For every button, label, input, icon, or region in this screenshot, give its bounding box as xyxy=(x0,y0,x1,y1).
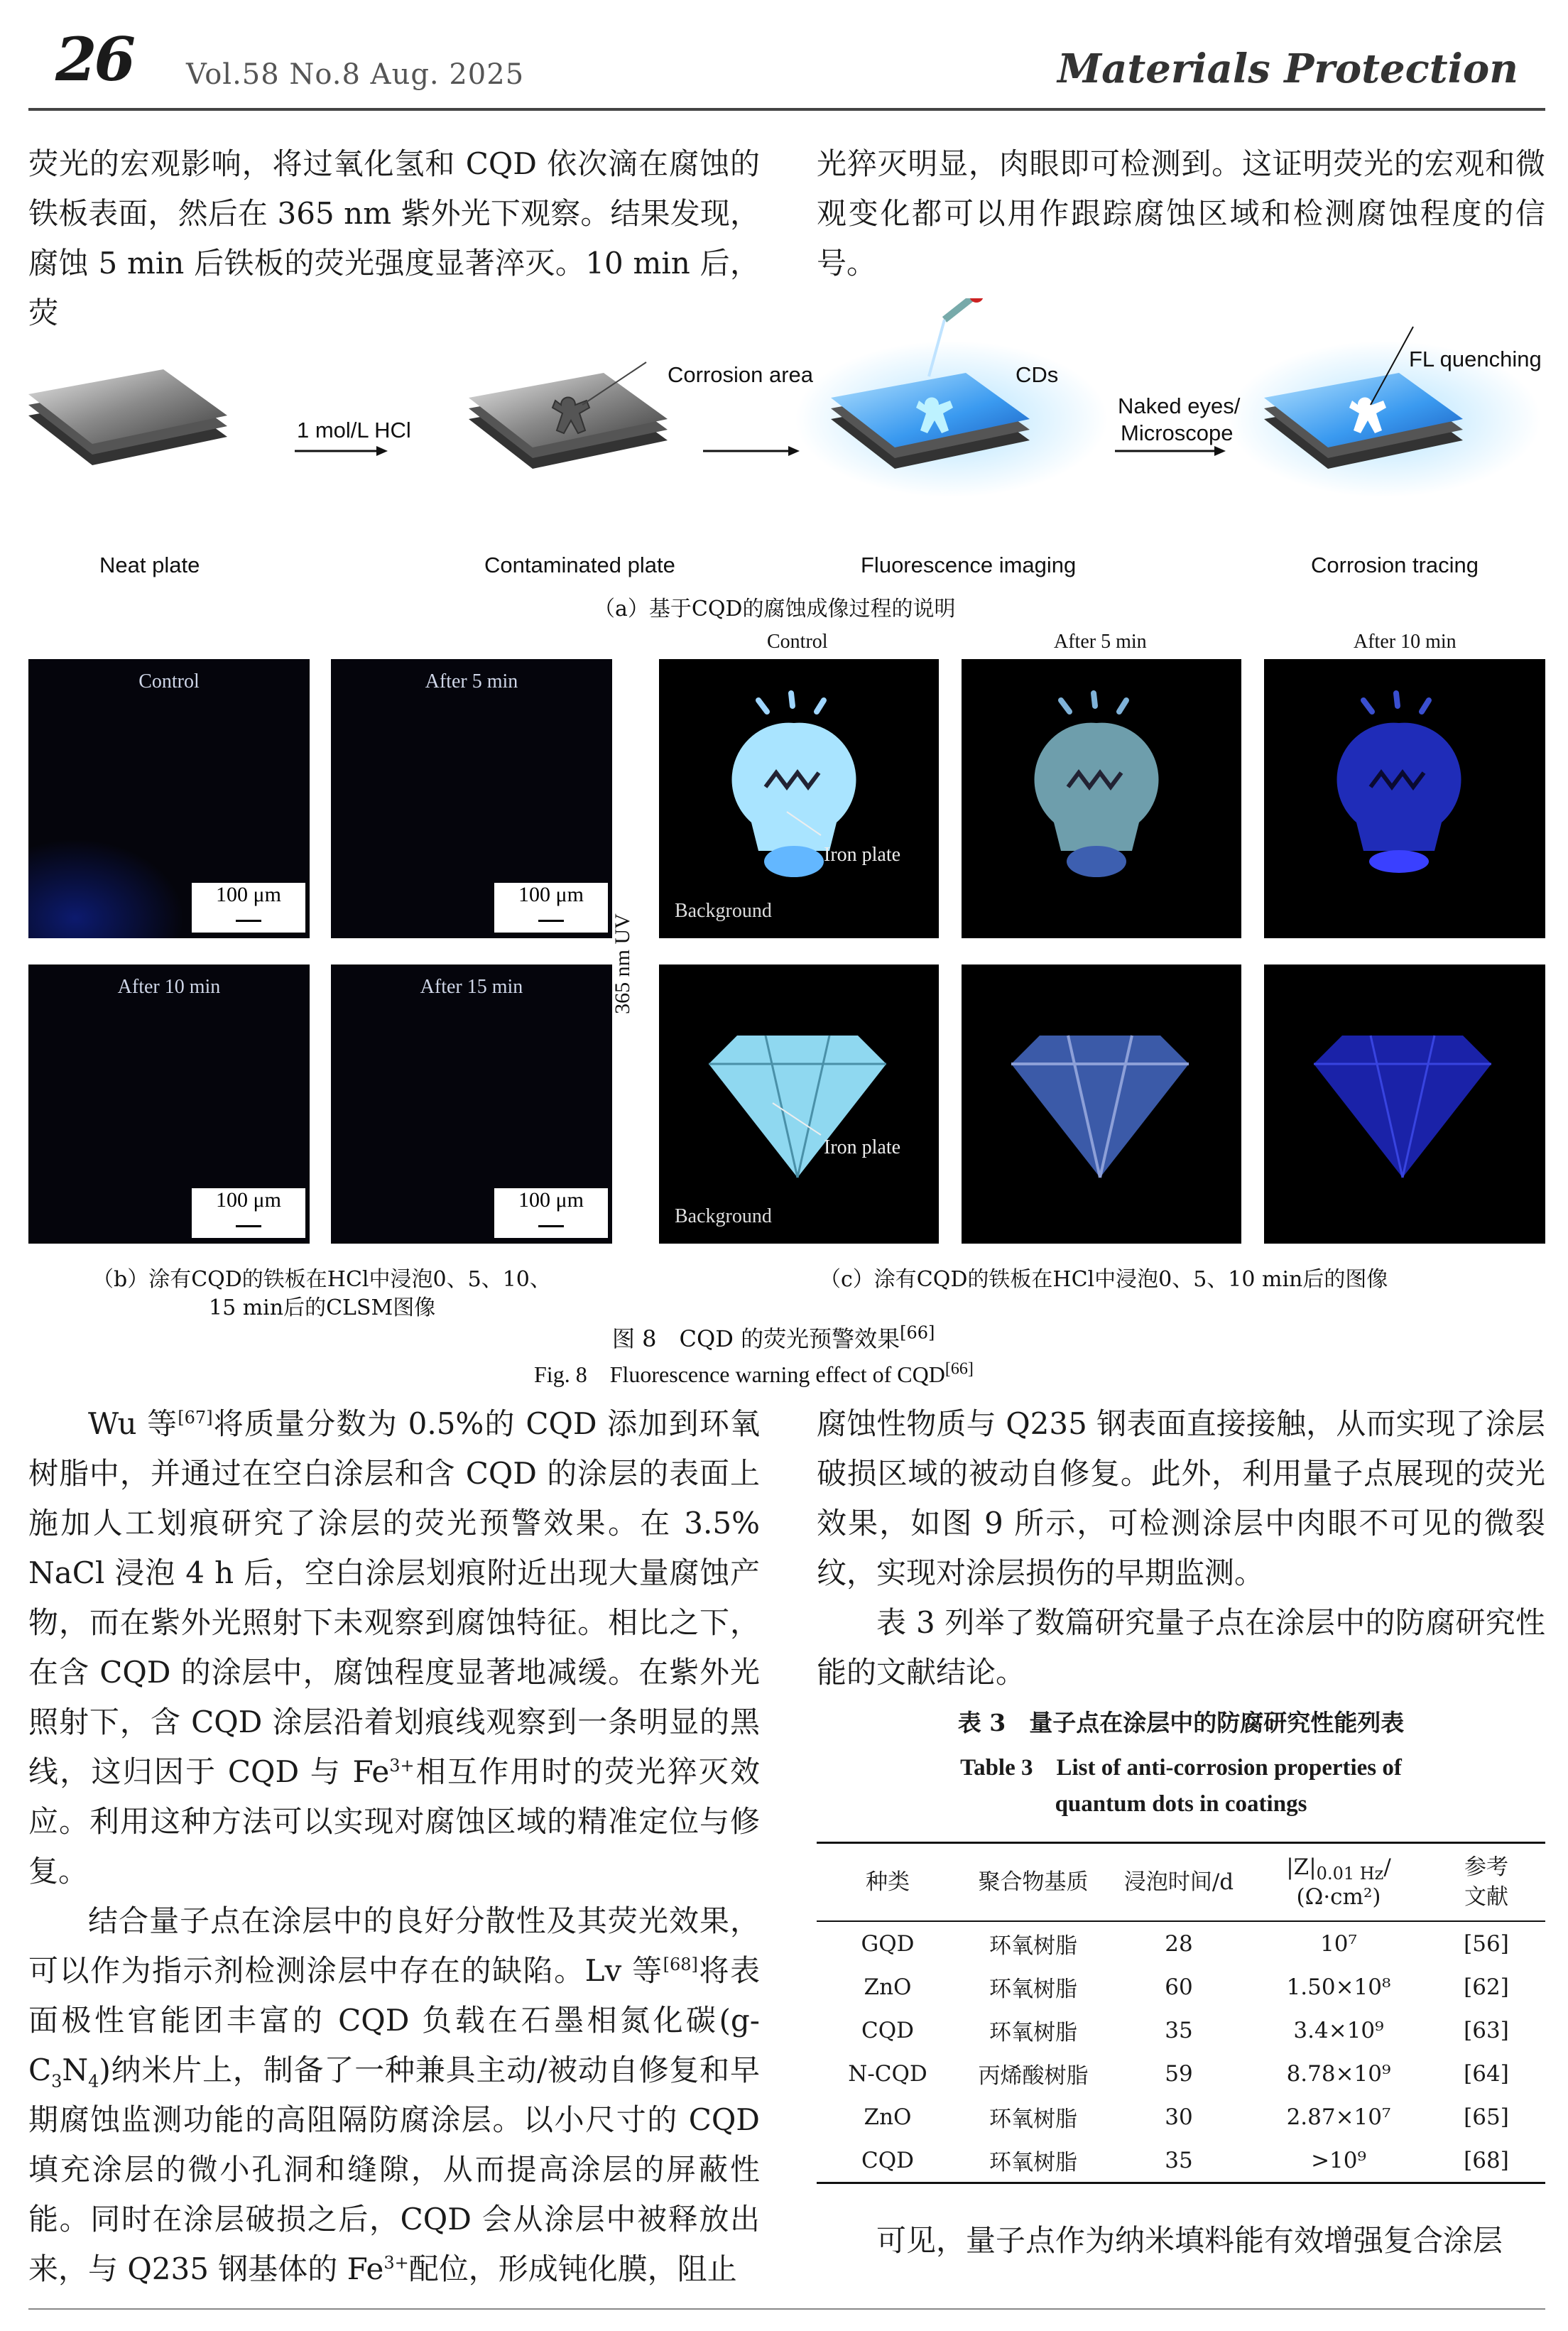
table-row: ZnO 环氧树脂 60 1.50×10⁸ [62] xyxy=(864,1974,1509,2002)
clsm-panel-15min xyxy=(331,965,612,1244)
figure-b-caption-2: 15 min后的CLSM图像 xyxy=(209,1295,436,1320)
scale-bar: 100 μm xyxy=(494,1188,608,1238)
right-column-last-line: 可见，量子点作为纳米填料能有效增强复合涂层 xyxy=(876,2223,1503,2258)
cds-label: CDs xyxy=(1016,362,1059,387)
fl-quenching-label: FL quenching xyxy=(1409,347,1542,371)
table-row: CQD 环氧树脂 35 >10⁹ [68] xyxy=(817,2139,1545,2183)
volume-info: Vol.58 No.8 Aug. 2025 xyxy=(186,58,525,91)
clsm-panel-title: Control xyxy=(138,670,200,692)
diamond-control xyxy=(659,965,939,1244)
fluorescence-plate-graphic xyxy=(795,298,1108,497)
corrosion-tracing-label: Corrosion tracing xyxy=(1311,553,1479,577)
top-right-paragraph: 光猝灭明显，肉眼即可检测到。这证明荧光的宏观和微观变化都可以用作跟踪腐蚀区域和检测腐蚀程度的信号。 xyxy=(817,146,1545,281)
table-row: GQD 环氧树脂 28 10⁷ [56] xyxy=(861,1930,1509,1959)
bulb-icon xyxy=(1264,659,1545,938)
col-type: 种类 xyxy=(817,1843,959,1922)
top-left-paragraph: 荧光的宏观影响，将过氧化氢和 CQD 依次滴在腐蚀的铁板表面，然后在 365 nm 紫外光下观察。结果发现，腐蚀 5 min 后铁板的荧光强度显著淬灭。10 min 后，荧 xyxy=(28,146,760,330)
bulb-control xyxy=(659,659,939,938)
neat-plate-label: Neat plate xyxy=(99,553,200,577)
bulb-5min xyxy=(962,659,1241,938)
table-header-row xyxy=(817,1843,1545,1922)
fluorescence-imaging-label: Fluorescence imaging xyxy=(861,553,1077,577)
scale-bar: 100 μm xyxy=(192,1188,305,1238)
diamond-10min xyxy=(1264,965,1545,1244)
figure-b-caption-1: （b）涂有CQD的铁板在HCl中浸泡0、5、10、 xyxy=(92,1267,551,1292)
clsm-panel-title: After 10 min xyxy=(117,976,221,998)
header-rule xyxy=(28,108,1545,111)
col-time: 浸泡时间/d xyxy=(1108,1843,1250,1922)
diamond-icon xyxy=(962,965,1241,1244)
col-title-5min: After 5 min xyxy=(1054,631,1147,653)
diamond-icon xyxy=(659,965,939,1244)
table-title-cn: 表 3 量子点在涂层中的防腐研究性能列表 xyxy=(957,1709,1405,1737)
figure-c-caption: （c）涂有CQD的铁板在HCl中浸泡0、5、10 min后的图像 xyxy=(820,1267,1388,1292)
naked-eyes-label: Naked eyes/ xyxy=(1118,393,1241,418)
fig8-caption-en: Fig. 8 Fluorescence warning effect of CQD[66] xyxy=(534,1359,974,1387)
table-row: N-CQD 丙烯酸树脂 59 8.78×10⁹ [64] xyxy=(848,2060,1509,2089)
figure-a-illustration xyxy=(21,298,1555,597)
fig8-caption-cn: 图 8 CQD 的荧光预警效果[66] xyxy=(612,1322,935,1352)
background-label: Background xyxy=(675,900,772,922)
col-impedance: $|Z|_{0.01 Hz}/$ (Ω·cm²) xyxy=(1250,1843,1427,1922)
bulb-icon xyxy=(962,659,1241,938)
clsm-panel-control xyxy=(28,659,310,938)
right-column-text: 腐蚀性物质与 Q235 钢表面直接接触，从而实现了涂层破损区域的被动自修复。此外，利用量子点展现的荧光效果，如图 9 所示，可检测涂层中肉眼不可见的微裂纹，实现对涂层损伤的早期监测。 表 3 列举了数篇研究量子点在涂层中的防腐研究性能的文献结论。 xyxy=(817,1406,1545,1690)
dropper-icon xyxy=(944,298,971,320)
col-title-control: Control xyxy=(767,631,828,653)
clsm-panel-title: After 15 min xyxy=(420,976,523,998)
contaminated-plate-graphic xyxy=(469,362,668,469)
microscope-label: Microscope xyxy=(1121,420,1234,445)
contaminated-plate-label: Contaminated plate xyxy=(484,553,675,577)
col-title-10min: After 10 min xyxy=(1354,631,1457,653)
hcl-label: 1 mol/L HCl xyxy=(297,418,411,442)
table-row: ZnO 环氧树脂 30 2.87×10⁷ [65] xyxy=(864,2104,1509,2132)
scale-bar: 100 μm xyxy=(192,883,305,933)
diamond-5min xyxy=(962,965,1241,1244)
table-title-en-2: quantum dots in coatings xyxy=(1055,1791,1307,1817)
bulb-icon xyxy=(659,659,939,938)
uv-label: 365 nm UV xyxy=(610,913,634,1014)
clsm-panel-10min xyxy=(28,965,310,1244)
figure-a-caption: （a）基于CQD的腐蚀成像过程的说明 xyxy=(594,597,956,621)
iron-plate-label: Iron plate xyxy=(824,844,901,866)
footer-rule xyxy=(28,2308,1545,2310)
col-ref: 参考 文献 xyxy=(1427,1843,1545,1922)
bulb-10min xyxy=(1264,659,1545,938)
corrosion-area-label: Corrosion area xyxy=(668,362,814,387)
table-row: CQD 环氧树脂 35 3.4×10⁹ [63] xyxy=(861,2017,1509,2045)
iron-plate-label: Iron plate xyxy=(824,1136,901,1158)
diamond-icon xyxy=(1264,965,1545,1244)
left-column-text: Wu 等[67]将质量分数为 0.5%的 CQD 添加到环氧树脂中，并通过在空白涂层和含 CQD 的涂层的表面上施加人工划痕研究了涂层的荧光预警效果。在 3.5% NaCl 浸泡 4 h 后，空白涂层划痕附近出现大量腐蚀产物，而在紫外光照射下未观察到腐蚀特征。相比之下，在含 CQD 的涂层中，腐蚀程度显著地减缓。在紫外光照射下，含 CQD 涂层沿着划痕线观察到一条明显的黑线，这归因于 CQD 与 $Fe^{3+}$相互作用时的荧光猝灭效应。利用这种方法可以实现对腐蚀区域的精准定位与修复。 结合量子点在涂层中的良好分散性及其荧光效果，可以作为指示剂检测涂层中存在的缺陷。Lv 等[68]将表面极性官能团丰富的 CQD 负载在石墨相氮化碳$(g-C_3N_4)$纳米片上，制备了一种兼具主动/被动自修复和早期腐蚀监测功能的高阻隔防腐涂层。以小尺寸的 CQD 填充涂层的微小孔洞和缝隙，从而提高涂层的屏蔽性能。同时在涂层破损之后，CQD 会从涂层中被释放出来，与 Q235 钢基体的 $Fe^{3+}$配位，形成钝化膜，阻止 xyxy=(28,1406,760,2286)
background-label: Background xyxy=(675,1205,772,1227)
col-matrix: 聚合物基质 xyxy=(959,1843,1108,1922)
clsm-panel-title: After 5 min xyxy=(425,670,518,692)
page-number: 26 xyxy=(55,24,133,94)
properties-table xyxy=(817,1842,1545,2184)
scale-bar: 100 μm xyxy=(494,883,608,933)
table-title-en-1: Table 3 List of anti-corrosion properties of xyxy=(960,1755,1402,1781)
neat-plate-graphic xyxy=(28,369,227,465)
journal-title: Materials Protection xyxy=(1057,45,1518,92)
clsm-panel-5min xyxy=(331,659,612,938)
